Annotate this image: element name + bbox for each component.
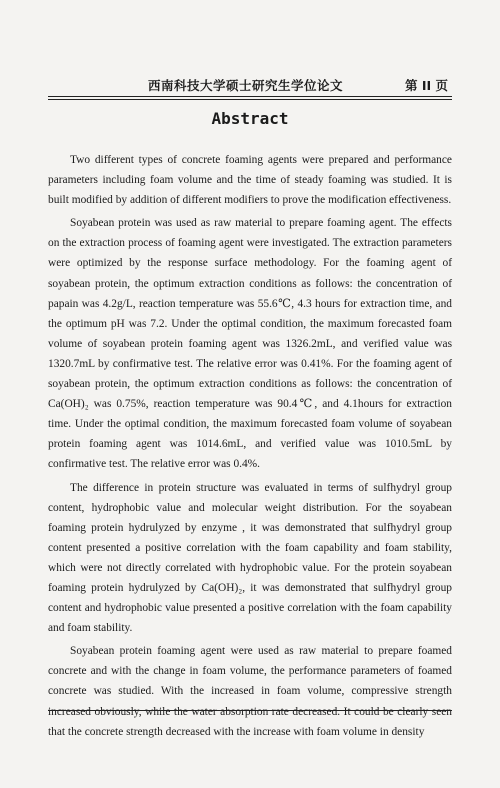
paragraph: The difference in protein structure was evaluated in terms of sulfhydryl group content, hydrophobic value and molecular weight distribution. For the soyabean foaming protein hydrulyzed by enzyme , it was demonstrated that sulfhydryl group content presented a positive correlation with the foam capability and foam stability, which were not directly correlated with hydrophobic value. For the protein soyabean foaming protein hydrulyzed by Ca(OH)₂, it was demonstrated that sulfhydryl group content and hydrophobic value presented a positive correlation with the foam capability and foam stability. <box>48 481 452 635</box>
header-rule-thin <box>48 99 452 100</box>
header-page-number: 第 II 页 <box>404 78 448 93</box>
header-university-title: 西南科技大学硕士研究生学位论文 <box>148 78 344 93</box>
abstract-body <box>48 150 452 745</box>
header-rule-thick <box>48 96 452 97</box>
paragraph: Soyabean protein was used as raw material to prepare foaming agent. The effects on the extraction process of foaming agent were investigated. The extraction parameters were optimized by the response surface methodology. For the foaming agent of soyabean protein, the optimum extraction conditions as follows: the concentration of papain was 4.2g/L, reaction temperature was 55.6℃, 4.3 hours for extraction time, and the optimum pH was 7.2. Under the optimal condition, the maximum forecasted foam volume of soyabean protein foaming agent was 1326.2mL, and verified value was 1320.7mL by confirmative test. The relative error was 0.41%. For the foaming agent of soyabean protein, the optimum extraction conditions as follows: the concentration of Ca(OH)₂ was 0.75%, reaction temperature was 90.4℃, and 4.1hours for extraction time. Under the optimal condition, the maximum forecasted foam volume of soyabean protein foaming agent was 1014.6mL, and verified value was 1010.5mL by confirmative test. The relative error was 0.4%. <box>48 217 452 471</box>
footer-rule <box>48 710 452 711</box>
paragraph: Soyabean protein foaming agent were used as raw material to prepare foamed concrete and with the change in foam volume, the performance parameters of foamed concrete was studied. With the increased in foam volume, compressive strength increased obviously, while the water absorption rate decreased. It could be clearly seen that the concrete strength decreased with the increase with foam volume in density <box>48 645 452 738</box>
section-title: Abstract <box>211 109 289 128</box>
running-header <box>48 74 452 94</box>
paragraph: Two different types of concrete foaming agents were prepared and performance parameters including foam volume and the time of steady foaming was studied. It is built modified by addition of different modifiers to prove the modification effectiveness. <box>48 154 452 207</box>
